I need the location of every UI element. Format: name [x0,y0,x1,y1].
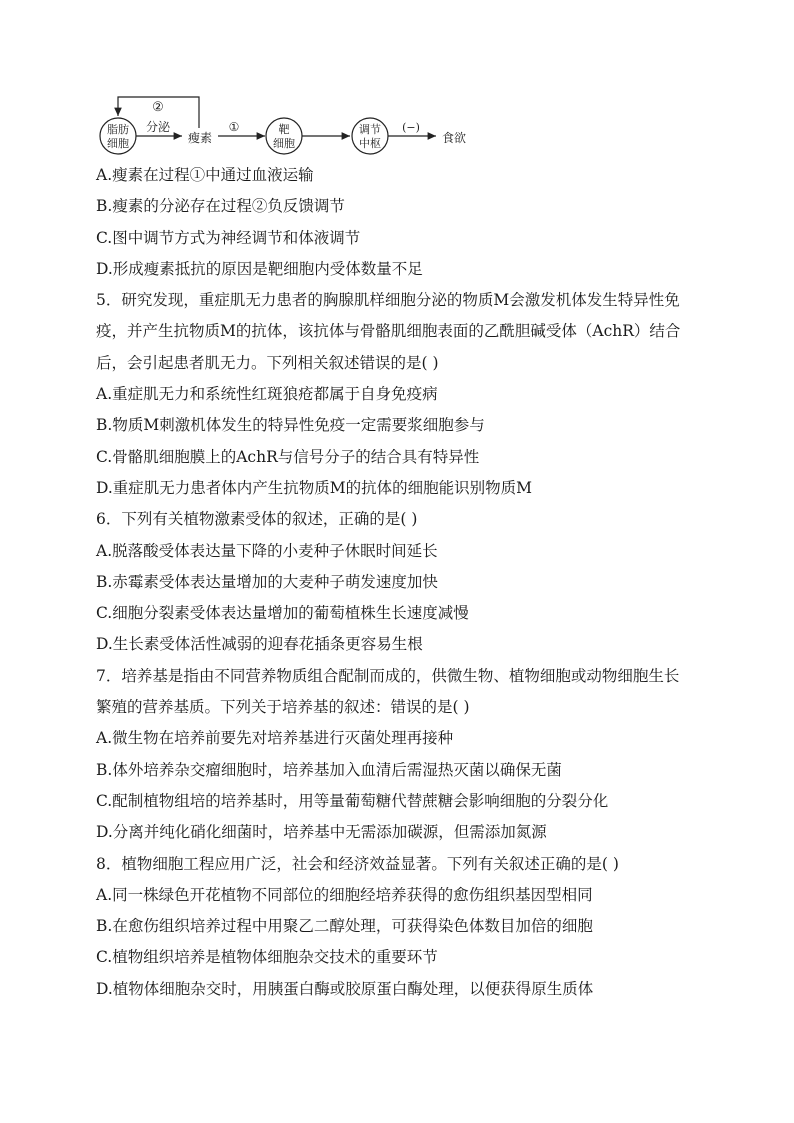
text-line: D.重症肌无力患者体内产生抗物质M的抗体的细胞能识别物质M [96,478,533,497]
text-line: 繁殖的营养基质。下列关于培养基的叙述：错误的是( ) [96,698,470,717]
text-line: B.瘦素的分泌存在过程②负反馈调节 [96,197,345,216]
text-line: 8．植物细胞工程应用广泛，社会和经济效益显著。下列有关叙述正确的是( ) [96,854,619,873]
text-line: D.形成瘦素抵抗的原因是靶细胞内受体数量不足 [96,259,423,278]
question-text [96,160,716,1005]
text-line: B.赤霉素受体表达量增加的大麦种子萌发速度加快 [96,572,438,591]
text-line: B.体外培养杂交瘤细胞时，培养基加入血清后需湿热灭菌以确保无菌 [96,760,562,779]
text-line: A.脱落酸受体表达量下降的小麦种子休眠时间延长 [96,541,438,560]
step1-label: ① [228,120,240,134]
leptin-label: 瘦素 [187,131,213,145]
step2-label: ② [152,100,164,115]
text-line: D.植物体细胞杂交时，用胰蛋白酶或胶原蛋白酶处理，以便获得原生质体 [96,979,594,998]
text-line: A.瘦素在过程①中通过血液运输 [96,166,314,184]
fat-cell-label-top: 脂肪 [107,123,129,136]
text-line: C.图中调节方式为神经调节和体液调节 [96,228,361,247]
leptin-regulation-diagram [0,0,794,170]
appetite-label: 食欲 [441,131,467,145]
target-cell-label-top: 靶 [278,123,290,136]
regulation-center-label-top: 调节 [359,123,381,136]
text-line: C.植物组织培养是植物体细胞杂交技术的重要环节 [96,948,438,967]
text-line: 7．培养基是指由不同营养物质组合配制而成的，供微生物、植物细胞或动物细胞生长 [96,666,680,685]
text-line: 疫，并产生抗物质M的抗体，该抗体与骨骼肌细胞表面的乙酰胆碱受体（AchR）结合 [96,322,681,341]
text-line: 6．下列有关植物激素受体的叙述，正确的是( ) [96,510,418,529]
text-line: 后，会引起患者肌无力。下列相关叙述错误的是( ) [96,353,439,372]
fat-cell-label-bottom: 细胞 [107,137,129,150]
text-line: C.配制植物组培的培养基时，用等量葡萄糖代替蔗糖会影响细胞的分裂分化 [96,791,609,810]
text-line: D.分离并纯化硝化细菌时，培养基中无需添加碳源，但需添加氮源 [96,823,547,842]
text-line: D.生长素受体活性减弱的迎春花插条更容易生根 [96,635,423,654]
inhibit-label: (−) [402,121,420,134]
text-line: B.物质M刺激机体发生的特异性免疫一定需要浆细胞参与 [96,416,485,435]
text-line: C.细胞分裂素受体表达量增加的葡萄植株生长速度减慢 [96,604,469,623]
regulation-center-label-bottom: 中枢 [359,137,381,150]
text-line: A.微生物在培养前要先对培养基进行灭菌处理再接种 [96,729,454,748]
text-line: 5．研究发现，重症肌无力患者的胸腺肌样细胞分泌的物质M会激发机体发生特异性免 [96,291,680,310]
text-line: B.在愈伤组织培养过程中用聚乙二醇处理，可获得染色体数目加倍的细胞 [96,917,593,936]
text-line: C.骨骼肌细胞膜上的AchR与信号分子的结合具有特异性 [96,447,480,466]
secrete-label: 分泌 [145,120,171,134]
text-line: A.同一株绿色开花植物不同部位的细胞经培养获得的愈伤组织基因型相同 [96,885,593,904]
target-cell-label-bottom: 细胞 [273,137,295,150]
text-line: A.重症肌无力和系统性红斑狼疮都属于自身免疫病 [96,385,438,404]
